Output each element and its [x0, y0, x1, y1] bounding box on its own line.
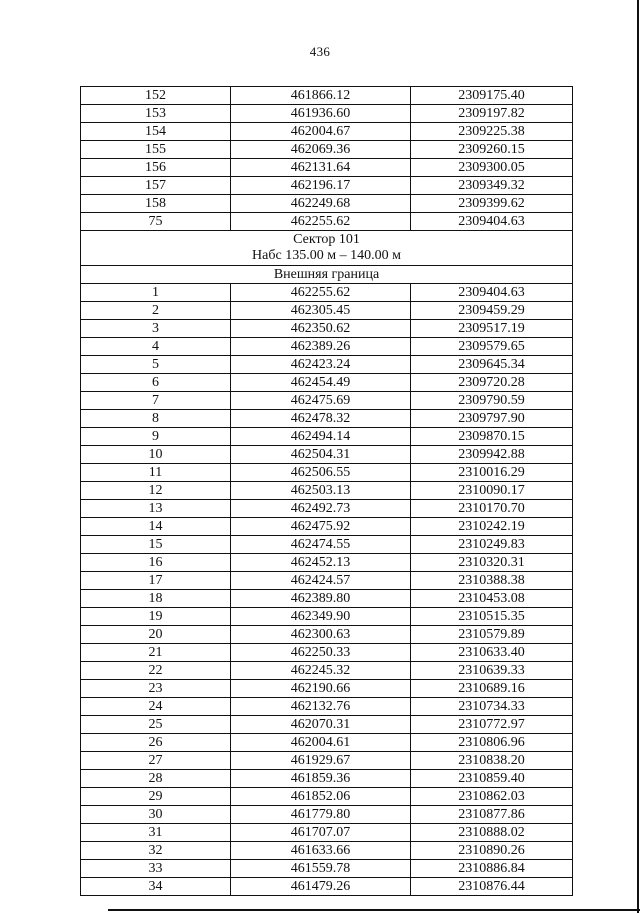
table-row [81, 806, 573, 824]
table-row [81, 356, 573, 374]
sector-height-range: Набс 135.00 м – 140.00 м [252, 248, 401, 263]
point-number: 31 [81, 824, 231, 842]
table-row [81, 374, 573, 392]
coord-x: 462504.31 [231, 446, 411, 464]
point-number: 155 [81, 141, 231, 159]
coord-y: 2309790.59 [411, 392, 573, 410]
coord-y: 2310170.70 [411, 500, 573, 518]
coord-y: 2309349.32 [411, 177, 573, 195]
coord-x: 462004.61 [231, 734, 411, 752]
coord-x: 462503.13 [231, 482, 411, 500]
coord-y: 2309517.19 [411, 320, 573, 338]
sector-title-row [81, 231, 573, 266]
coord-y: 2310090.17 [411, 482, 573, 500]
boundary-row [81, 266, 573, 284]
coord-x: 462452.13 [231, 554, 411, 572]
coord-x: 462454.49 [231, 374, 411, 392]
point-number: 25 [81, 716, 231, 734]
coord-x: 461852.06 [231, 788, 411, 806]
coord-y: 2310859.40 [411, 770, 573, 788]
coord-y: 2309404.63 [411, 213, 573, 231]
coord-x: 461936.60 [231, 105, 411, 123]
coord-x: 462070.31 [231, 716, 411, 734]
coord-x: 462250.33 [231, 644, 411, 662]
coord-x: 462474.55 [231, 536, 411, 554]
table-row [81, 644, 573, 662]
coord-x: 462300.63 [231, 626, 411, 644]
coord-x: 462492.73 [231, 500, 411, 518]
coord-x: 461633.66 [231, 842, 411, 860]
coord-y: 2310890.26 [411, 842, 573, 860]
table-row [81, 159, 573, 177]
coord-y: 2310838.20 [411, 752, 573, 770]
table-row [81, 105, 573, 123]
point-number: 157 [81, 177, 231, 195]
point-number: 4 [81, 338, 231, 356]
coord-y: 2309175.40 [411, 87, 573, 105]
coord-y: 2309942.88 [411, 446, 573, 464]
coord-y: 2310876.44 [411, 878, 573, 896]
coord-x: 461859.36 [231, 770, 411, 788]
coord-x: 461479.26 [231, 878, 411, 896]
point-number: 33 [81, 860, 231, 878]
table-row [81, 177, 573, 195]
table-row [81, 518, 573, 536]
coord-y: 2310633.40 [411, 644, 573, 662]
point-number: 8 [81, 410, 231, 428]
table-row [81, 87, 573, 105]
coord-y: 2310249.83 [411, 536, 573, 554]
table-row [81, 123, 573, 141]
point-number: 18 [81, 590, 231, 608]
coord-y: 2309797.90 [411, 410, 573, 428]
table-row [81, 536, 573, 554]
table-row [81, 680, 573, 698]
coord-y: 2310886.84 [411, 860, 573, 878]
coord-y: 2309260.15 [411, 141, 573, 159]
point-number: 1 [81, 284, 231, 302]
coord-x: 462196.17 [231, 177, 411, 195]
coord-y: 2310862.03 [411, 788, 573, 806]
coord-y: 2310639.33 [411, 662, 573, 680]
coord-y: 2309645.34 [411, 356, 573, 374]
coord-x: 462424.57 [231, 572, 411, 590]
coord-x: 462255.62 [231, 213, 411, 231]
table-row [81, 734, 573, 752]
point-number: 20 [81, 626, 231, 644]
coord-y: 2310016.29 [411, 464, 573, 482]
coordinates-table [80, 86, 573, 896]
table-row [81, 770, 573, 788]
point-number: 12 [81, 482, 231, 500]
table-row [81, 842, 573, 860]
point-number: 2 [81, 302, 231, 320]
point-number: 17 [81, 572, 231, 590]
point-number: 11 [81, 464, 231, 482]
coord-y: 2309197.82 [411, 105, 573, 123]
coord-y: 2309459.29 [411, 302, 573, 320]
coord-x: 462350.62 [231, 320, 411, 338]
point-number: 10 [81, 446, 231, 464]
table-row [81, 482, 573, 500]
coord-y: 2310772.97 [411, 716, 573, 734]
coord-y: 2309300.05 [411, 159, 573, 177]
table-row [81, 860, 573, 878]
coord-y: 2309225.38 [411, 123, 573, 141]
coord-x: 462423.24 [231, 356, 411, 374]
point-number: 75 [81, 213, 231, 231]
table-row [81, 590, 573, 608]
coord-x: 462389.26 [231, 338, 411, 356]
point-number: 153 [81, 105, 231, 123]
page-number: 436 [309, 44, 331, 59]
coord-x: 462389.80 [231, 590, 411, 608]
coord-x: 462132.76 [231, 698, 411, 716]
point-number: 32 [81, 842, 231, 860]
table-row [81, 662, 573, 680]
table-row [81, 824, 573, 842]
point-number: 19 [81, 608, 231, 626]
coord-x: 462069.36 [231, 141, 411, 159]
coord-x: 462245.32 [231, 662, 411, 680]
table-row [81, 302, 573, 320]
coord-x: 462131.64 [231, 159, 411, 177]
point-number: 158 [81, 195, 231, 213]
point-number: 24 [81, 698, 231, 716]
table-row [81, 878, 573, 896]
coord-x: 462506.55 [231, 464, 411, 482]
table-row [81, 626, 573, 644]
point-number: 26 [81, 734, 231, 752]
table-row [81, 788, 573, 806]
table-row [81, 554, 573, 572]
point-number: 7 [81, 392, 231, 410]
point-number: 16 [81, 554, 231, 572]
coord-x: 461779.80 [231, 806, 411, 824]
table-row [81, 338, 573, 356]
table-row [81, 195, 573, 213]
table-row [81, 500, 573, 518]
table-row [81, 213, 573, 231]
sector-header [81, 231, 573, 284]
point-number: 3 [81, 320, 231, 338]
coord-y: 2310515.35 [411, 608, 573, 626]
table-row [81, 608, 573, 626]
coord-y: 2310877.86 [411, 806, 573, 824]
scan-edge-right [637, 0, 639, 913]
coord-y: 2310242.19 [411, 518, 573, 536]
table-row [81, 752, 573, 770]
table-row [81, 572, 573, 590]
point-number: 6 [81, 374, 231, 392]
coord-y: 2310388.38 [411, 572, 573, 590]
coord-y: 2310734.33 [411, 698, 573, 716]
table-row [81, 698, 573, 716]
coord-x: 461707.07 [231, 824, 411, 842]
coord-x: 462305.45 [231, 302, 411, 320]
boundary-label: Внешняя граница [81, 266, 573, 284]
coord-y: 2310320.31 [411, 554, 573, 572]
table-row [81, 428, 573, 446]
point-number: 13 [81, 500, 231, 518]
coord-x: 461559.78 [231, 860, 411, 878]
point-number: 156 [81, 159, 231, 177]
coord-x: 462255.62 [231, 284, 411, 302]
coord-y: 2310579.89 [411, 626, 573, 644]
table-row [81, 464, 573, 482]
table-row [81, 446, 573, 464]
coord-x: 461866.12 [231, 87, 411, 105]
coordinates-table-top [81, 87, 573, 231]
coord-y: 2310888.02 [411, 824, 573, 842]
point-number: 29 [81, 788, 231, 806]
point-number: 21 [81, 644, 231, 662]
table-row [81, 410, 573, 428]
point-number: 152 [81, 87, 231, 105]
point-number: 28 [81, 770, 231, 788]
scan-edge-bottom [108, 909, 640, 911]
point-number: 14 [81, 518, 231, 536]
point-number: 30 [81, 806, 231, 824]
table-row [81, 141, 573, 159]
coord-x: 462475.92 [231, 518, 411, 536]
table-row [81, 392, 573, 410]
point-number: 15 [81, 536, 231, 554]
coordinates-table-bottom [81, 284, 573, 896]
coord-x: 462478.32 [231, 410, 411, 428]
coord-x: 462494.14 [231, 428, 411, 446]
coord-x: 461929.67 [231, 752, 411, 770]
sector-title-cell [81, 231, 573, 266]
coord-y: 2309404.63 [411, 284, 573, 302]
coord-y: 2309399.62 [411, 195, 573, 213]
point-number: 34 [81, 878, 231, 896]
coord-x: 462349.90 [231, 608, 411, 626]
coord-y: 2309579.65 [411, 338, 573, 356]
table-row [81, 284, 573, 302]
coord-x: 462475.69 [231, 392, 411, 410]
coord-y: 2309870.15 [411, 428, 573, 446]
coord-y: 2310453.08 [411, 590, 573, 608]
sector-title: Сектор 101 [293, 232, 360, 247]
coord-y: 2310689.16 [411, 680, 573, 698]
coord-x: 462004.67 [231, 123, 411, 141]
point-number: 9 [81, 428, 231, 446]
coord-x: 462190.66 [231, 680, 411, 698]
point-number: 22 [81, 662, 231, 680]
table-row [81, 716, 573, 734]
coord-x: 462249.68 [231, 195, 411, 213]
point-number: 154 [81, 123, 231, 141]
point-number: 27 [81, 752, 231, 770]
point-number: 23 [81, 680, 231, 698]
coord-y: 2310806.96 [411, 734, 573, 752]
point-number: 5 [81, 356, 231, 374]
coord-y: 2309720.28 [411, 374, 573, 392]
table-row [81, 320, 573, 338]
